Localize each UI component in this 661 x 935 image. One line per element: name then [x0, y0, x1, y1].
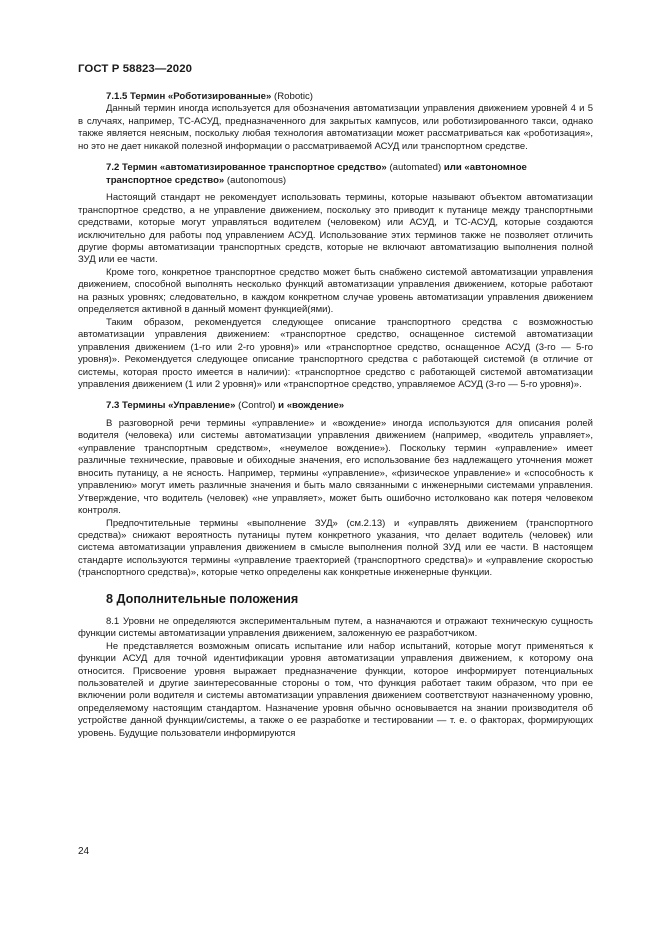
- heading-bold: 7.1.5 Термин «Роботизированные»: [106, 91, 272, 102]
- paragraph: Таким образом, рекомендуется следующее описание транспортного средства с возможностью автоматизации управления движением: «транспортное средство, оснащенное системой автоматизации управления движением (1-го или 2-го уровня)» или «транспортное средство, оснащенное АСУД (3-го — 5-го уровня)». Рекомендуется следующее описание транспортного средства с работающей системой (в отличие от системы, которая просто имеется в наличии): «транспортное средство с работающей системой автоматизации управления движением (1 или 2 уровня)» или «транспортное средство, управляемое АСУД (3-го — 5-го уровня)».: [78, 316, 593, 390]
- heading-normal: (automated): [386, 162, 444, 174]
- paragraph: Предпочтительные термины «выполнение ЗУД» (см.2.13) и «управлять движением (транспортного средства)» снижают вероятность путаницы путем конкретного указания, что делает водитель (человек) или система автоматизации управления движением в смысле выполнения полной ЗУД или ее части. В настоящем стандарте используются термины «управление траекторией (транспортного средства)» и «управление скоростью (транспортного средства)», которые четко определены как конкретные инженерные функции.: [78, 517, 593, 579]
- section-heading-7-3: [78, 400, 593, 412]
- heading-normal: (autonomous): [224, 174, 287, 186]
- heading-normal: (Control): [235, 400, 279, 412]
- document-body: [78, 91, 593, 740]
- paragraph: Данный термин иногда используется для обозначения автоматизации управления движением уровней 4 и 5 в случаях, например, ТС-АСУД, предназначенного для закрытых кампусов, или роботизированного такси, однако также является неясным, поскольку любая технология автоматизации может рассматриваться как «роботизация», но это не дает никакой полезной информации о рассматриваемой АСУД или транспортном средстве.: [78, 103, 593, 152]
- heading-normal: (Robotic): [271, 91, 313, 102]
- paragraph: Не представляется возможным описать испытание или набор испытаний, которые могут применяться к функции АСУД для точной идентификации уровня автоматизации управления движением, к которому она относится. Присвоение уровня выражает предназначение функции, которое информирует потенциальных пользователей и другие заинтересованные стороны о том, что функция работает таким образом, что при ее включении роли водителя и системы автоматизации управления движением соответствуют назначенному уровню, определяемому настоящим стандартом. Назначение уровня обычно основывается на знании производителя об устройстве данной функции/системы, а также о ее разработке и тестировании — т. е. о факторах, формирующих уровень. Будущие пользователи информируются: [78, 640, 593, 739]
- page-number: 24: [78, 846, 90, 857]
- paragraph: Кроме того, конкретное транспортное средство может быть снабжено системой автоматизации управления движением, способной выполнять несколько функций автоматизации управления движением, которые работают на разных уровнях; следовательно, в каждом конкретном случае уровень автоматизации управления движением определяется активной в данный момент функцией(ями).: [78, 266, 593, 316]
- heading-bold: 7.2 Термин «автоматизированное транспортное средство»: [106, 162, 387, 174]
- paragraph: В разговорной речи термины «управление» и «вождение» иногда используются для описания ролей водителя (человека) или системы автоматизации управления движением (например, «водитель управляет», «управление транспортным средством», «неумелое вождение»). Поскольку термин «управление» имеет различные технические, правовые и обиходные значения, его использование без надлежащего уточнения может вносить путаницу, а не ясность. Например, термины «управление», «физическое управление» и «способность к управлению» могут иметь различные значения и быть мало связанными с инженерными системами управления. Утверждение, что водитель (человек) «не управляет», может быть ошибочно истолковано как потеря человеком контроля.: [78, 417, 593, 517]
- section-heading-7-2: [78, 162, 593, 187]
- paragraph: Настоящий стандарт не рекомендует использовать термины, которые называют объектом автоматизации транспортное средство, а не управление движением, поскольку это приводит к путанице между транспортными средствами, которые могут управляться водителем (человеком) или АСУД, и ТС-АСУД, которые создаются исключительно для работы под управлением АСУД. Использование этих терминов также не позволяет отличить другие формы автоматизации транспортных средств, которые не включают автоматизацию выполнения полной ЗУД или ее части.: [78, 192, 593, 266]
- section-heading-7-1-5: [78, 91, 593, 103]
- doc-header: ГОСТ Р 58823—2020: [78, 63, 193, 75]
- heading-bold: и «вождение»: [278, 400, 345, 412]
- heading-bold: или «автономное транспортное средство»: [106, 162, 527, 186]
- paragraph: 8.1 Уровни не определяются экспериментальным путем, а назначаются и отражают техническую сущность функции системы автоматизации управления движением, заложенную ее разработчиком.: [78, 615, 593, 640]
- heading-bold: 7.3 Термины «Управление»: [106, 400, 236, 412]
- section-heading-8: 8 Дополнительные положения: [106, 591, 299, 606]
